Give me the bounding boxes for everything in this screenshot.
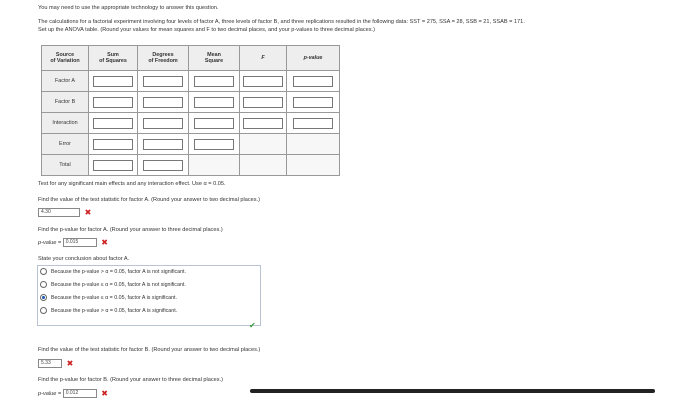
answer-row-factor-a-statistic — [38, 208, 91, 217]
row-interaction — [42, 113, 340, 134]
df-input[interactable] — [143, 97, 183, 108]
correct-mark — [249, 321, 256, 330]
factor-a-pvalue-input[interactable]: 0.015 — [63, 238, 97, 247]
f-input[interactable] — [243, 97, 283, 108]
header-degrees-of-freedom: Degrees of Freedom — [138, 46, 189, 71]
answer-row-factor-a-pvalue — [38, 238, 108, 247]
radio-icon[interactable] — [40, 307, 47, 314]
ms-input[interactable] — [194, 97, 234, 108]
p-input[interactable] — [293, 118, 333, 129]
radio-selected-icon[interactable] — [40, 294, 47, 301]
incorrect-icon: ✖ — [101, 389, 108, 398]
df-input[interactable] — [143, 118, 183, 129]
question-factor-a-conclusion: State your conclusion about factor A. — [38, 256, 130, 262]
df-input[interactable] — [143, 139, 183, 150]
radio-icon[interactable] — [40, 281, 47, 288]
header-p-value: p-value — [287, 46, 340, 71]
row-factor-b — [42, 92, 340, 113]
incorrect-icon: ✖ — [101, 238, 108, 247]
incorrect-icon: ✖ — [66, 359, 74, 368]
ss-input[interactable] — [93, 97, 133, 108]
problem-text: The calculations for a factorial experiment involving four levels of factor A, three levels of factor B, and three replications resulted in the following data: SST = 275, SSA = 28, SSB = 21, SSAB = 171. — [38, 19, 525, 25]
df-input[interactable] — [143, 76, 183, 87]
question-factor-b-statistic: Find the value of the test statistic for factor B. (Round your answer to two decimal places.) — [38, 347, 261, 353]
df-input[interactable] — [143, 160, 183, 171]
row-factor-a — [42, 71, 340, 92]
p-input[interactable] — [293, 97, 333, 108]
factor-a-statistic-input[interactable]: 4.30 — [38, 208, 80, 217]
row-total — [42, 155, 340, 176]
ms-input[interactable] — [194, 118, 234, 129]
setup-text: Set up the ANOVA table. (Round your values for mean squares and F to two decimal places, and your p-values to three decimal places.) — [38, 27, 375, 33]
ms-input[interactable] — [194, 76, 234, 87]
option-1[interactable]: Because the p-value > α = 0.05, factor A is not significant. — [38, 266, 260, 279]
answer-row-factor-b-pvalue — [38, 389, 108, 398]
f-input[interactable] — [243, 118, 283, 129]
ss-input[interactable] — [93, 139, 133, 150]
correct-icon: ✔ — [249, 321, 256, 330]
row-label: Error — [42, 134, 89, 155]
header-mean-square: Mean Square — [189, 46, 240, 71]
ms-input[interactable] — [194, 139, 234, 150]
horizontal-scrollbar[interactable] — [250, 389, 655, 393]
p-input[interactable] — [293, 76, 333, 87]
option-4[interactable]: Because the p-value > α = 0.05, factor A is significant. — [38, 305, 260, 318]
anova-table — [41, 45, 340, 176]
row-label: Factor B — [42, 92, 89, 113]
row-label: Interaction — [42, 113, 89, 134]
radio-icon[interactable] — [40, 268, 47, 275]
ss-input[interactable] — [93, 118, 133, 129]
factor-b-statistic-input[interactable]: 5.33 — [38, 359, 62, 368]
row-label: Factor A — [42, 71, 89, 92]
instruction-text: You may need to use the appropriate technology to answer this question. — [38, 5, 219, 11]
question-factor-a-statistic: Find the value of the test statistic for factor A. (Round your answer to two decimal places.) — [38, 197, 260, 203]
f-input[interactable] — [243, 76, 283, 87]
incorrect-icon: ✖ — [84, 208, 92, 217]
factor-b-pvalue-input[interactable]: 0.012 — [63, 389, 97, 398]
option-2[interactable]: Because the p-value ≤ α = 0.05, factor A is not significant. — [38, 279, 260, 292]
pvalue-label: p-value = — [38, 239, 62, 246]
ss-input[interactable] — [93, 160, 133, 171]
conclusion-options — [37, 265, 261, 326]
row-error — [42, 134, 340, 155]
test-note: Test for any significant main effects and any interaction effect. Use α = 0.05. — [38, 181, 226, 187]
pvalue-label: p-value = — [38, 390, 62, 397]
option-3[interactable]: Because the p-value ≤ α = 0.05, factor A is significant. — [38, 292, 260, 305]
question-factor-b-pvalue: Find the p-value for factor B. (Round your answer to three decimal places.) — [38, 377, 223, 383]
row-label: Total — [42, 155, 89, 176]
answer-row-factor-b-statistic — [38, 359, 73, 368]
question-factor-a-pvalue: Find the p-value for factor A. (Round your answer to three decimal places.) — [38, 227, 223, 233]
ss-input[interactable] — [93, 76, 133, 87]
header-f: F — [240, 46, 287, 71]
header-source: Source of Variation — [42, 46, 89, 71]
header-sum-of-squares: Sum of Squares — [89, 46, 138, 71]
